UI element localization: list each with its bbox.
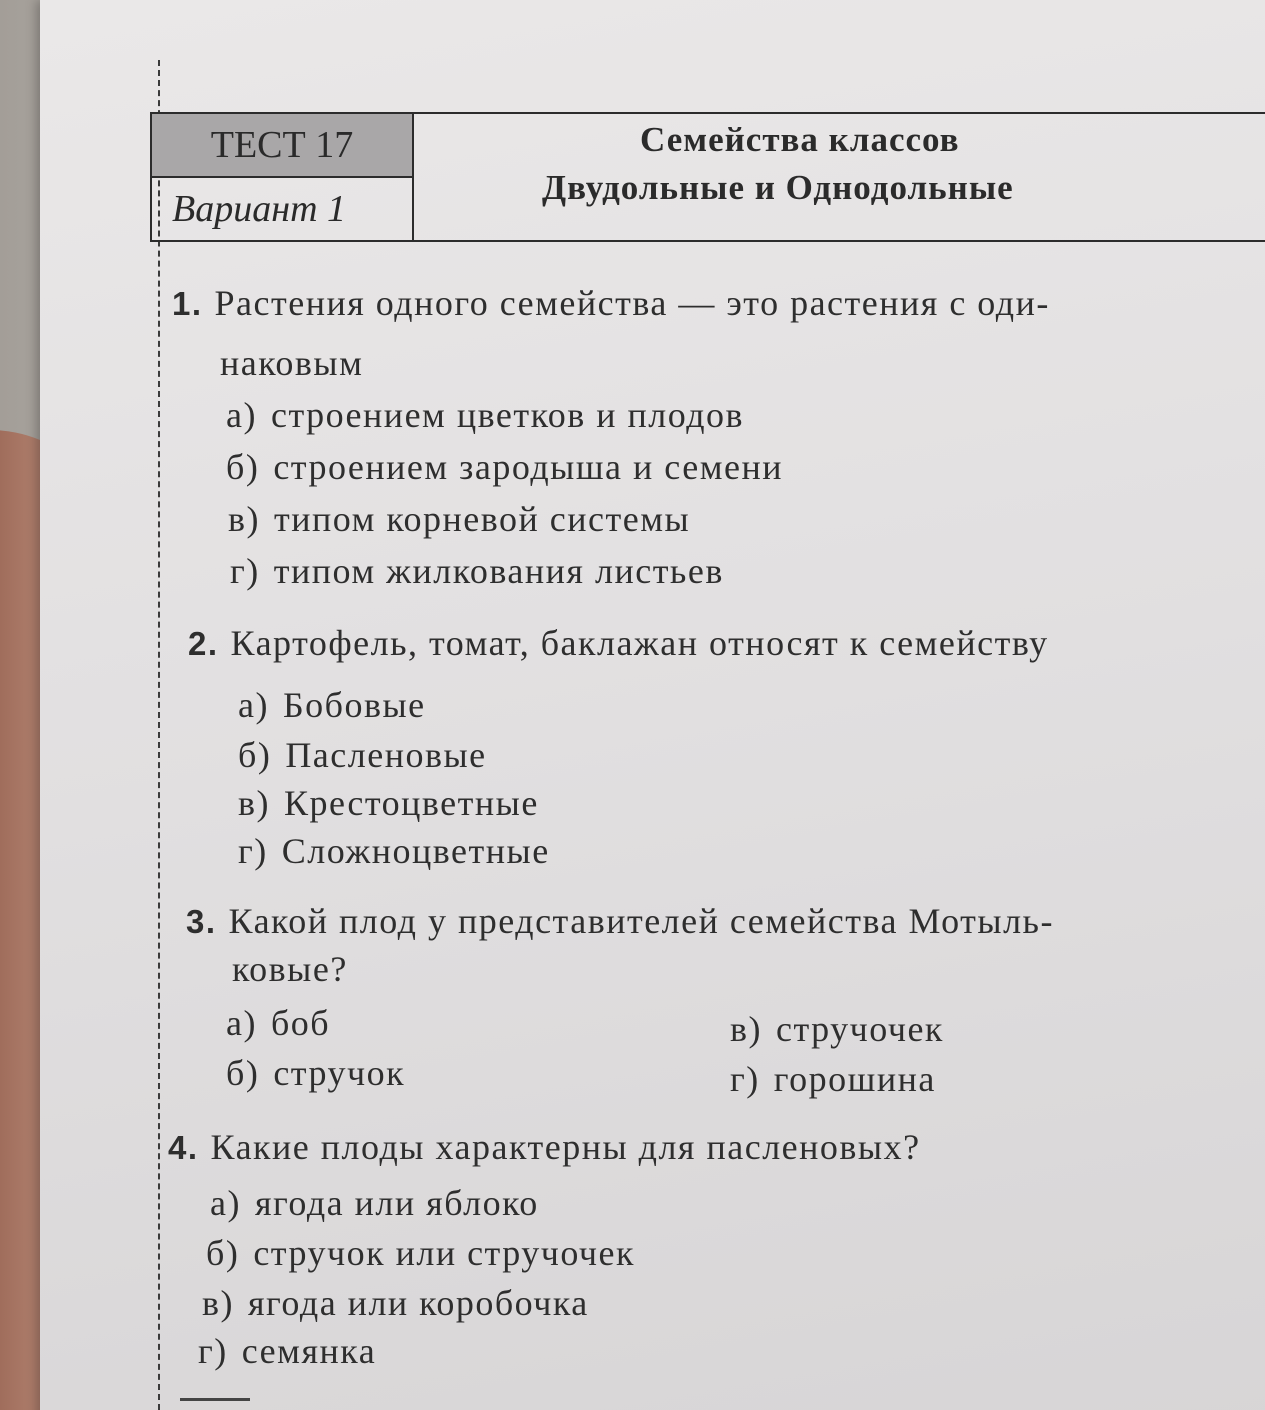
option-letter: в): [228, 499, 260, 539]
option-text: стручок или стручочек: [253, 1233, 636, 1273]
option-text: боб: [270, 1003, 331, 1043]
test-header-table: [150, 112, 1265, 242]
variant-label: Вариант 1: [152, 178, 414, 240]
option-letter: б): [206, 1233, 240, 1273]
question-1-option-b: [226, 446, 783, 488]
option-letter: б): [226, 447, 260, 487]
question-3-option-b: [226, 1052, 405, 1094]
question-4-line-1: [168, 1126, 921, 1168]
question-4-option-d: [198, 1330, 376, 1372]
test-number-label: ТЕСТ 17: [152, 114, 414, 178]
question-3-text: Какой плод у представителей семейства Мотыль-: [228, 901, 1054, 941]
option-text: Пасленовые: [285, 735, 487, 775]
option-letter: г): [198, 1331, 228, 1371]
question-1-option-a: [226, 394, 744, 436]
question-1-line-2: наковым: [220, 343, 364, 383]
dashed-cut-line: [158, 60, 160, 1410]
question-3-line-1: [186, 900, 1054, 942]
option-text: горошина: [773, 1059, 936, 1099]
option-letter: б): [226, 1053, 260, 1093]
question-4-option-b: [206, 1232, 635, 1274]
option-text: Крестоцветные: [284, 783, 539, 823]
option-letter: а): [238, 685, 269, 725]
question-2-number: 2.: [188, 625, 219, 662]
question-2-option-a: [238, 684, 426, 726]
question-1-option-d: [230, 550, 724, 592]
question-3-option-a: [226, 1002, 330, 1044]
question-2-option-c: [238, 782, 539, 824]
option-letter: б): [238, 735, 272, 775]
option-text: Сложноцветные: [281, 831, 550, 871]
question-4-number: 4.: [168, 1129, 199, 1166]
option-letter: г): [730, 1059, 760, 1099]
question-3-number: 3.: [186, 903, 217, 940]
option-text: Бобовые: [282, 685, 426, 725]
option-text: ягода или яблоко: [254, 1183, 539, 1223]
option-text: ягода или коробочка: [248, 1283, 589, 1323]
question-4-text: Какие плоды характерны для пасленовых?: [210, 1127, 921, 1167]
option-letter: а): [226, 1003, 257, 1043]
question-2-line-1: [188, 622, 1049, 664]
question-4-option-c: [202, 1282, 589, 1324]
test-sheet: [40, 0, 1265, 1410]
question-1-option-c: [228, 498, 690, 540]
option-text: типом жилкования листьев: [273, 551, 724, 591]
option-letter: в): [202, 1283, 234, 1323]
question-3-option-c: [730, 1008, 944, 1050]
option-text: строением цветков и плодов: [270, 395, 745, 435]
title-line-1: Семейства классов: [640, 120, 960, 159]
option-text: стручочек: [776, 1009, 944, 1049]
question-2-text: Картофель, томат, баклажан относят к семейству: [230, 623, 1049, 663]
option-letter: в): [730, 1009, 762, 1049]
question-2-option-d: [238, 830, 550, 872]
question-4-option-a: [210, 1182, 539, 1224]
cut-off-text-mark: [180, 1398, 250, 1410]
title-line-2: Двудольные и Однодольные: [542, 168, 1014, 207]
question-1-number: 1.: [172, 285, 203, 322]
option-letter: а): [226, 395, 257, 435]
option-letter: а): [210, 1183, 241, 1223]
option-text: типом корневой системы: [274, 499, 691, 539]
option-text: семянка: [241, 1331, 377, 1371]
question-1-line-1: [172, 282, 1050, 324]
option-letter: г): [238, 831, 268, 871]
question-1-text: Растения одного семейства — это растения с оди-: [214, 283, 1050, 323]
option-letter: в): [238, 783, 270, 823]
option-text: строением зародыша и семени: [273, 447, 783, 487]
question-2-option-b: [238, 734, 487, 776]
option-letter: г): [230, 551, 260, 591]
question-3-option-d: [730, 1058, 936, 1100]
option-text: стручок: [273, 1053, 406, 1093]
question-3-line-2: ковые?: [232, 949, 348, 989]
